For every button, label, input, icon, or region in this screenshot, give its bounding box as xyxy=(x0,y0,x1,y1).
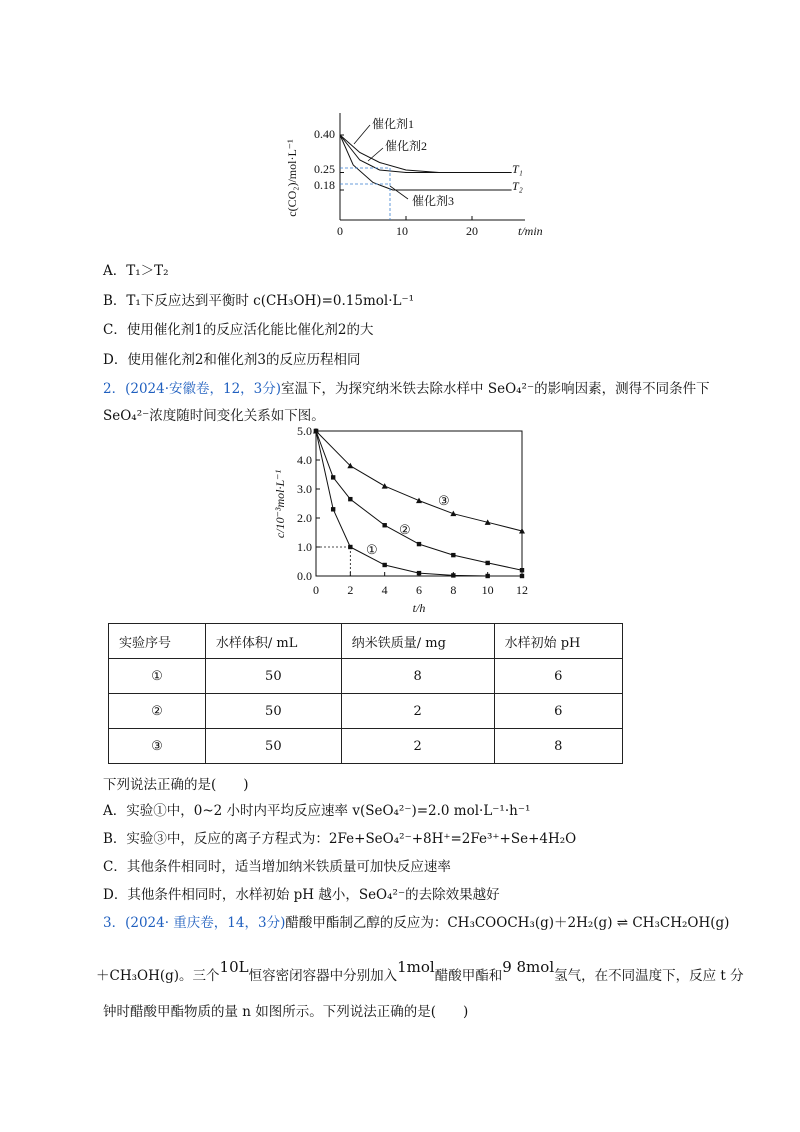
data-point xyxy=(382,523,386,527)
xtick-label: 4 xyxy=(381,583,388,597)
ytick-label: 5.0 xyxy=(297,424,312,438)
data-point xyxy=(331,507,335,511)
x-axis-label: t/min xyxy=(518,224,543,238)
ytick-label: 2.0 xyxy=(297,511,312,525)
table-cell: ③ xyxy=(109,729,206,764)
ytick-040: 0.40 xyxy=(314,127,335,141)
q3-text: ＋CH₃OH(g)。三个 xyxy=(96,968,220,984)
xtick-0: 0 xyxy=(337,224,343,238)
q2-option-b: B．实验③中，反应的离子方程式为：2Fe+SeO₄²⁻+8H⁺=2Fe³⁺+Se+4H₂O xyxy=(103,831,577,847)
data-point xyxy=(331,475,335,479)
table-cell: 8 xyxy=(494,729,622,764)
q1-option-a: A．T₁＞T₂ xyxy=(103,263,169,279)
q3-stem-line2 xyxy=(96,958,744,984)
table-header: 水样初始 pH xyxy=(494,624,622,659)
data-point xyxy=(348,497,352,501)
data-point xyxy=(382,483,388,489)
seo4-chart xyxy=(270,424,540,619)
ytick-label: 1.0 xyxy=(297,540,312,554)
data-point xyxy=(417,542,421,546)
q3-source: (2024· 重庆卷，14，3分) xyxy=(125,915,286,931)
q2-source: (2024·安徽卷，12，3分) xyxy=(125,381,282,397)
data-point xyxy=(451,553,455,557)
cat2-pointer xyxy=(368,148,383,161)
label-T2: T₂ xyxy=(512,179,523,193)
table-cell: 8 xyxy=(341,659,494,694)
label-T1: T₁ xyxy=(512,162,523,176)
data-point xyxy=(417,571,421,575)
table-row xyxy=(109,694,623,729)
series-label-3: ③ xyxy=(438,493,450,508)
data-point xyxy=(485,561,489,565)
table-header-row xyxy=(109,624,623,659)
q2-number: 2． xyxy=(103,381,126,397)
xtick-label: 2 xyxy=(347,583,354,597)
table-header: 水样体积/ mL xyxy=(205,624,341,659)
label-cat1: 催化剂1 xyxy=(372,117,415,131)
q2-option-d: D．其他条件相同时，水样初始 pH 越小，SeO₄²⁻的去除效果越好 xyxy=(103,887,500,903)
xtick-label: 10 xyxy=(481,583,494,597)
q3-mol1: 1mol xyxy=(397,958,435,976)
table-cell: 6 xyxy=(494,694,622,729)
xtick-10: 10 xyxy=(396,224,408,238)
cat3-pointer xyxy=(390,186,408,199)
q1-option-c: C．使用催化剂1的反应活化能比催化剂2的大 xyxy=(103,322,374,338)
xtick-label: 6 xyxy=(416,583,422,597)
series-line-3 xyxy=(316,431,522,531)
q2-stem: 室温下，为探究纳米铁去除水样中 SeO₄²⁻的影响因素，测得不同条件下 xyxy=(281,381,710,397)
q2-stem-line1 xyxy=(103,377,710,397)
q2-option-a: A．实验①中，0~2 小时内平均反应速率 v(SeO₄²⁻)=2.0 mol·L⁻¹·h⁻¹ xyxy=(103,803,531,819)
q3-stem: 醋酸甲酯制乙醇的反应为：CH₃COOCH₃(g)＋2H₂(g) ⇌ CH₃CH₂OH(g) xyxy=(285,915,730,931)
experiment-table xyxy=(108,623,623,764)
table-cell: 50 xyxy=(205,729,341,764)
data-point xyxy=(520,574,524,578)
q3-number: 3． xyxy=(103,915,126,931)
ytick-018: 0.18 xyxy=(314,178,335,192)
xtick-label: 8 xyxy=(450,583,457,597)
q1-option-b: B．T₁下反应达到平衡时 c(CH₃OH)=0.15mol·L⁻¹ xyxy=(103,293,414,309)
y-axis-label: c/10⁻³mol·L⁻¹ xyxy=(273,469,287,539)
cat1-pointer xyxy=(354,125,370,144)
series-label-2: ② xyxy=(399,522,411,537)
q2-option-c: C．其他条件相同时，适当增加纳米铁质量可加快反应速率 xyxy=(103,859,451,875)
xtick-label: 12 xyxy=(516,583,528,597)
data-point xyxy=(382,563,386,567)
xtick-label: 0 xyxy=(313,583,319,597)
ytick-025: 0.25 xyxy=(314,162,335,176)
table-cell: ② xyxy=(109,694,206,729)
q1-option-d: D．使用催化剂2和催化剂3的反应历程相同 xyxy=(103,352,361,368)
table-cell: 2 xyxy=(341,694,494,729)
ytick-label: 0.0 xyxy=(297,569,312,583)
data-point xyxy=(520,568,524,572)
q3-text: 恒容密闭容器中分别加入 xyxy=(248,968,398,984)
ytick-label: 3.0 xyxy=(297,482,312,496)
table-row xyxy=(109,659,623,694)
q3-stem-line3: 钟时醋酸甲酯物质的量 n 如图所示。下列说法正确的是( ) xyxy=(103,1004,469,1020)
q3-text: 氢气，在不同温度下，反应 t 分 xyxy=(554,968,744,984)
data-point xyxy=(348,545,352,549)
table-header: 实验序号 xyxy=(109,624,206,659)
table-row xyxy=(109,729,623,764)
q3-volume: 10L xyxy=(219,958,249,976)
q3-mol2: 9 8mol xyxy=(502,958,555,976)
q3-text: 醋酸甲酯和 xyxy=(434,968,503,984)
label-cat2: 催化剂2 xyxy=(385,139,428,153)
y-axis-label: c(CO₂)/mol·L⁻¹ xyxy=(285,139,299,217)
ytick-label: 4.0 xyxy=(297,453,312,467)
q2-prompt: 下列说法正确的是( ) xyxy=(103,777,249,793)
table-cell: 50 xyxy=(205,694,341,729)
series-label-1: ① xyxy=(366,542,378,557)
xtick-20: 20 xyxy=(466,224,478,238)
label-cat3: 催化剂3 xyxy=(412,194,455,208)
data-point xyxy=(416,498,422,504)
x-axis-label: t/h xyxy=(412,601,426,615)
table-cell: 6 xyxy=(494,659,622,694)
q2-stem-line2: SeO₄²⁻浓度随时间变化关系如下图。 xyxy=(103,408,325,424)
q3-stem-line1 xyxy=(103,911,729,931)
series-line-1 xyxy=(316,431,522,576)
data-point xyxy=(451,573,455,577)
table-cell: 2 xyxy=(341,729,494,764)
table-header: 纳米铁质量/ mg xyxy=(341,624,494,659)
table-cell: ① xyxy=(109,659,206,694)
co2-chart xyxy=(280,108,570,243)
plot-frame xyxy=(316,431,522,576)
data-point xyxy=(485,574,489,578)
table-cell: 50 xyxy=(205,659,341,694)
